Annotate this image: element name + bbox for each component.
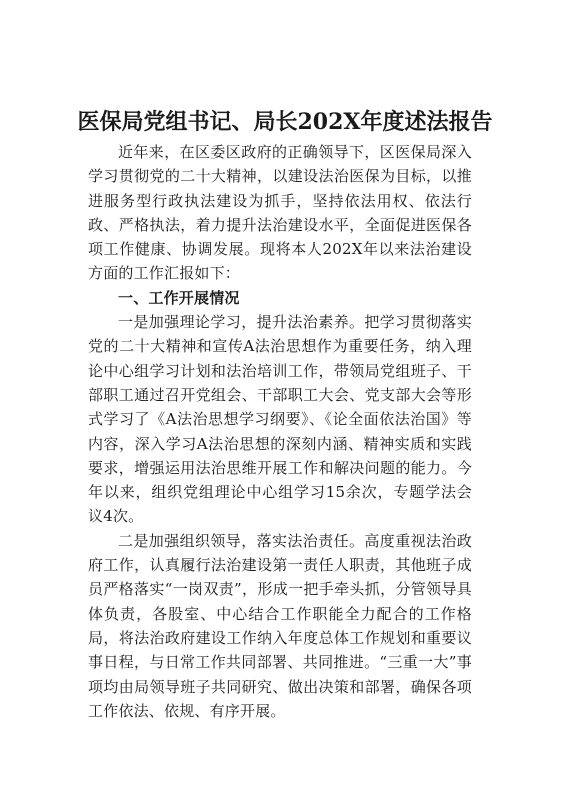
section-heading: 一、工作开展情况: [118, 288, 240, 307]
intro-paragraph: 近年来，在区委区政府的正确领导下，区医保局深入学习贯彻党的二十大精神，以建设法治医保为目标，以推进服务型行政执法建设为抓手，坚持依法用权、依法行政、严格执法，着力提升法治建设水平，全面促进医保各项工作健康、协调发展。现将本人202X年以来法治建设方面的工作汇报如下：: [88, 143, 472, 283]
body-paragraph: 二是加强组织领导，落实法治责任。高度重视法治政府工作，认真履行法治建设第一责任人职责，其他班子成员严格落实“一岗双责”，形成一把手牵头抓，分管领导具体负责，各股室、中心结合工作职能全力配合的工作格局，将法治政府建设工作纳入年度总体工作规划和重要议事日程，与日常工作共同部署、共同推进。“三重一大”事项均由局领导班子共同研究、做出决策和部署，确保各项工作依法、依规、有序开展。: [88, 531, 472, 720]
body-paragraph: 一是加强理论学习，提升法治素养。把学习贯彻落实党的二十大精神和宣传A法治思想作为重要任务，纳入理论中心组学习计划和法治培训工作，带领局党组班子、干部职工通过召开党组会、干部职工大会、党支部大会等形式学习了《A法治思想学习纲要》、《论全面依法治国》等内容，深入学习A法治思想的深刻内涵、精神实质和实践要求，增强运用法治思维开展工作和解决问题的能力。今年以来，组织党组理论中心组学习15余次，专题学法会议4次。: [88, 313, 472, 526]
document-body: [88, 140, 472, 723]
document-title: 医保局党组书记、局长202X年度述法报告: [77, 109, 493, 135]
